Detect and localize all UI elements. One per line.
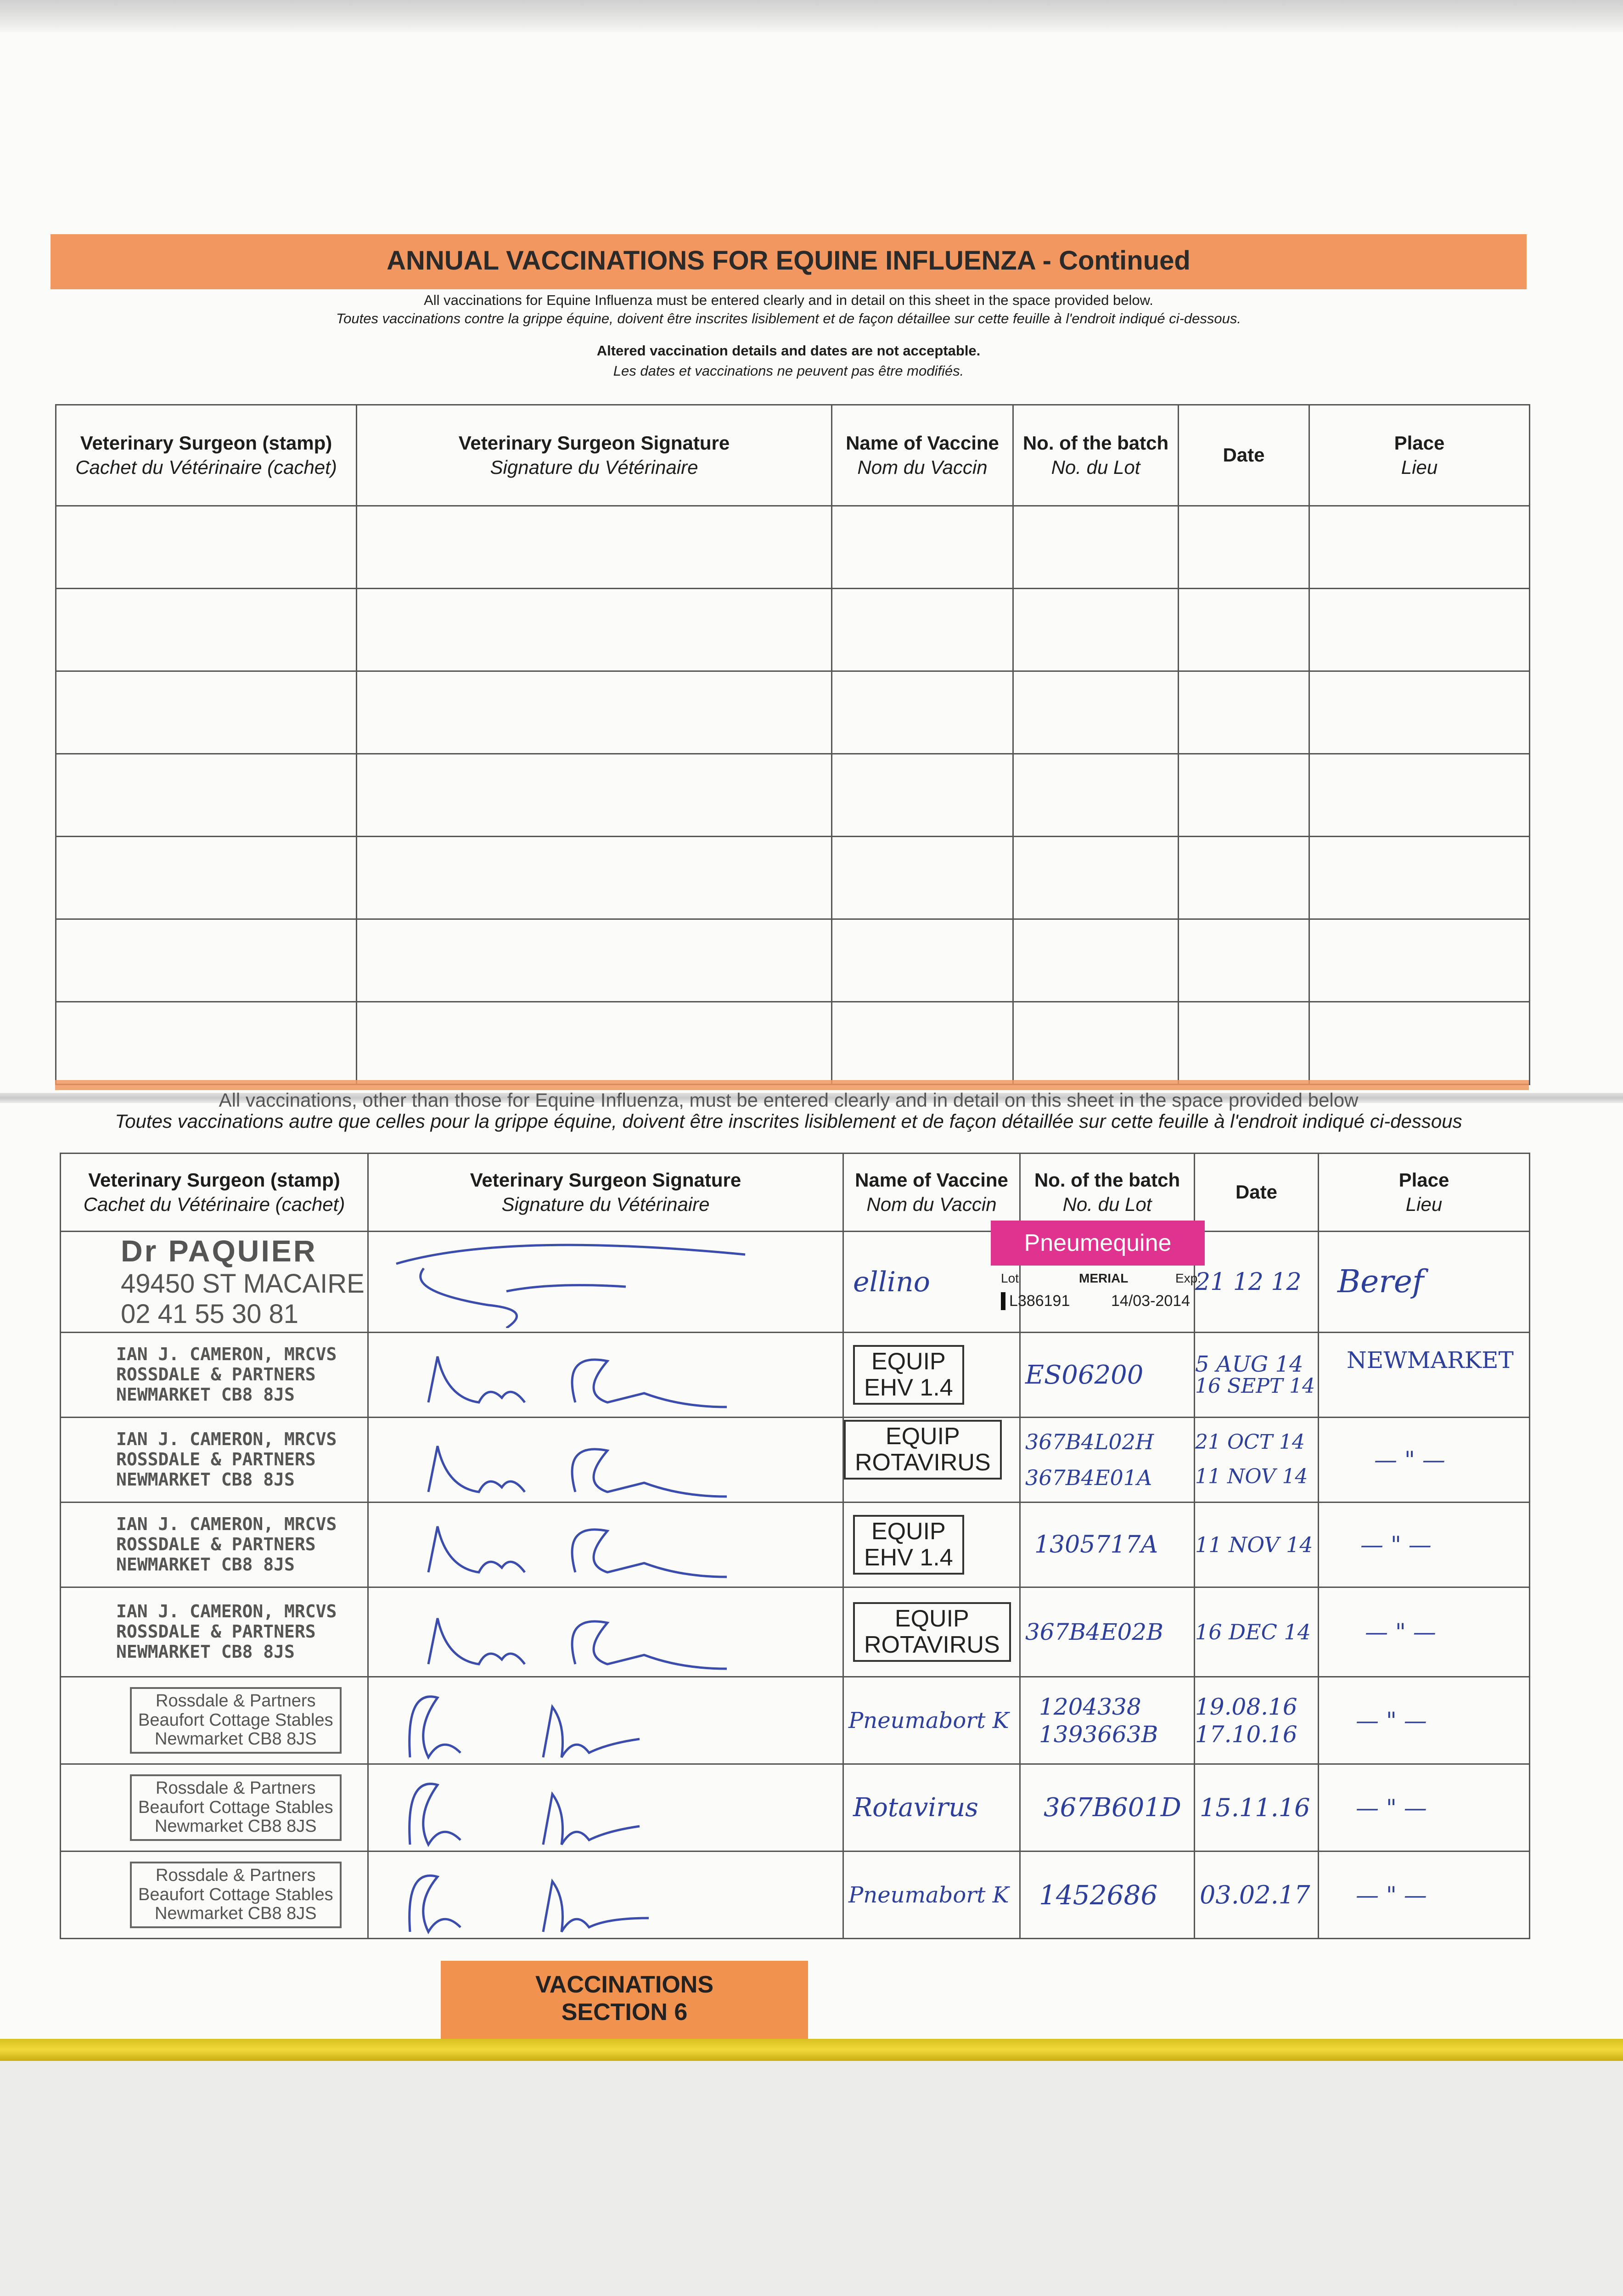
date-cell: 11 NOV 14 (1195, 1503, 1319, 1587)
vet-signature (368, 1851, 843, 1939)
place-cell: — " — (1319, 1764, 1530, 1851)
place-cell: — " — (1319, 1418, 1530, 1503)
date-cell: 03.02.17 (1195, 1851, 1319, 1939)
section-tab (441, 1961, 808, 2041)
page-title: ANNUAL VACCINATIONS FOR EQUINE INFLUENZA - Continued (387, 246, 1191, 276)
col-place-2: Place Lieu (1319, 1154, 1530, 1232)
place-cell: — " — (1319, 1503, 1530, 1587)
warning-fr: Les dates et vaccinations ne peuvent pas être modifiés. (613, 363, 964, 379)
col-date: Date (1179, 405, 1309, 506)
other-band (55, 1080, 1529, 1090)
vet-stamp: Rossdale & Partners Beaufort Cottage Stables Newmarket CB8 8JS (61, 1764, 368, 1851)
date-cell: 21 12 12 (1195, 1232, 1319, 1333)
vet-stamp: Rossdale & Partners Beaufort Cottage Stables Newmarket CB8 8JS (61, 1677, 368, 1764)
vaccine-cell: Pneumabort K (843, 1851, 1020, 1939)
table-row (56, 919, 1530, 1002)
vaccine-cell: EQUIP ROTAVIRUS (843, 1418, 1020, 1503)
place-cell: NEWMARKET (1319, 1333, 1530, 1418)
table-row (61, 1503, 1530, 1587)
vet-signature (368, 1232, 843, 1333)
col-signature-2: Veterinary Surgeon Signature Signature du Vétérinaire (368, 1154, 843, 1232)
title-banner (51, 234, 1527, 289)
vaccine-cell: EQUIP EHV 1.4 (843, 1333, 1020, 1418)
table-row (61, 1333, 1530, 1418)
col-place: Place Lieu (1309, 405, 1530, 506)
col-stamp: Veterinary Surgeon (stamp) Cachet du Vétérinaire (cachet) (56, 405, 357, 506)
sticker-lot-number: L386191 (1001, 1292, 1070, 1310)
table-row (61, 1418, 1530, 1503)
warning-en: Altered vaccination details and dates are not acceptable. (596, 343, 981, 359)
vet-stamp: Dr PAQUIER 49450 ST MACAIRE 02 41 55 30 81 (61, 1232, 368, 1333)
sticker-exp-date: 14/03-2014 (1111, 1292, 1191, 1310)
vet-stamp: IAN J. CAMERON, MRCVS ROSSDALE & PARTNERS NEWMARKET CB8 8JS (61, 1587, 368, 1677)
table-row (61, 1677, 1530, 1764)
vet-stamp: Rossdale & Partners Beaufort Cottage Stables Newmarket CB8 8JS (61, 1851, 368, 1939)
vet-stamp: IAN J. CAMERON, MRCVS ROSSDALE & PARTNERS NEWMARKET CB8 8JS (61, 1418, 368, 1503)
vet-signature (368, 1503, 843, 1587)
place-cell: — " — (1319, 1851, 1530, 1939)
table-row (56, 671, 1530, 754)
date-cell: 16 DEC 14 (1195, 1587, 1319, 1677)
col-vaccine: Name of Vaccine Nom du Vaccin (832, 405, 1013, 506)
table-row (56, 589, 1530, 671)
batch-cell: 367B4E02B (1020, 1587, 1195, 1677)
batch-cell: 1204338 1393663B (1020, 1677, 1195, 1764)
batch-cell: ES06200 (1020, 1333, 1195, 1418)
place-cell: Beref (1319, 1232, 1530, 1333)
table-row (56, 1002, 1530, 1085)
table-row (56, 754, 1530, 837)
section-tab-line1: VACCINATIONS (535, 1971, 714, 1998)
batch-cell: 367B4L02H 367B4E01A (1020, 1418, 1195, 1503)
vet-stamp: IAN J. CAMERON, MRCVS ROSSDALE & PARTNERS NEWMARKET CB8 8JS (61, 1333, 368, 1418)
table-row (61, 1764, 1530, 1851)
col-batch-2: No. of the batch No. du Lot (1020, 1154, 1195, 1232)
next-page-edge (0, 2061, 1623, 2296)
vet-signature (368, 1333, 843, 1418)
sticker-exp-label: Exp. (1175, 1271, 1202, 1285)
col-batch: No. of the batch No. du Lot (1013, 405, 1179, 506)
section-tab-line2: SECTION 6 (561, 1999, 688, 2026)
vaccine-cell: ellino (843, 1232, 1020, 1333)
influenza-table (55, 404, 1530, 1085)
other-notice-fr: Toutes vaccinations autre que celles pour la grippe équine, doivent être inscrites lisiblement et de façon détaillée sur cette feuille à l'endroit indiqué ci-dessous (115, 1110, 1462, 1132)
other-vaccinations-table (60, 1153, 1530, 1939)
vet-signature (368, 1764, 843, 1851)
table-row (56, 506, 1530, 589)
table-row (61, 1232, 1530, 1333)
vaccine-sticker: Pneumequine (991, 1221, 1205, 1266)
vaccine-cell: EQUIP EHV 1.4 (843, 1503, 1020, 1587)
folder-edge (0, 2039, 1623, 2061)
table-row (61, 1587, 1530, 1677)
date-cell: 19.08.16 17.10.16 (1195, 1677, 1319, 1764)
col-date-2: Date (1195, 1154, 1319, 1232)
batch-cell: 1452686 (1020, 1851, 1195, 1939)
table-row (56, 837, 1530, 919)
vet-signature (368, 1587, 843, 1677)
vaccine-cell: Pneumabort K (843, 1677, 1020, 1764)
table-row (61, 1851, 1530, 1939)
batch-cell: 1305717A (1020, 1503, 1195, 1587)
col-signature: Veterinary Surgeon Signature Signature du Vétérinaire (357, 405, 832, 506)
sticker-lot-label: Lot (1001, 1271, 1019, 1285)
batch-cell: 367B601D (1020, 1764, 1195, 1851)
col-stamp-2: Veterinary Surgeon (stamp) Cachet du Vétérinaire (cachet) (61, 1154, 368, 1232)
sticker-maker: MERIAL (1079, 1271, 1129, 1285)
date-cell: 15.11.16 (1195, 1764, 1319, 1851)
date-cell: 21 OCT 14 11 NOV 14 (1195, 1418, 1319, 1503)
vet-stamp: IAN J. CAMERON, MRCVS ROSSDALE & PARTNERS NEWMARKET CB8 8JS (61, 1503, 368, 1587)
place-cell: — " — (1319, 1587, 1530, 1677)
intro-en: All vaccinations for Equine Influenza must be entered clearly and in detail on this sheet in the space provided below. (424, 292, 1153, 308)
vaccine-cell: Rotavirus (843, 1764, 1020, 1851)
place-cell: — " — (1319, 1677, 1530, 1764)
col-vaccine-2: Name of Vaccine Nom du Vaccin (843, 1154, 1020, 1232)
vet-signature (368, 1418, 843, 1503)
vaccine-cell: EQUIP ROTAVIRUS (843, 1587, 1020, 1677)
date-cell: 5 AUG 14 16 SEPT 14 (1195, 1333, 1319, 1418)
other-notice-en: All vaccinations, other than those for Equine Influenza, must be entered clearly and in detail on this sheet in the space provided below (219, 1089, 1359, 1111)
vet-signature (368, 1677, 843, 1764)
scan-shadow (0, 0, 1623, 32)
intro-fr: Toutes vaccinations contre la grippe équine, doivent être inscrites lisiblement et de façon détaillee sur cette feuille à l'endroit indiqué ci-dessous. (336, 310, 1241, 326)
